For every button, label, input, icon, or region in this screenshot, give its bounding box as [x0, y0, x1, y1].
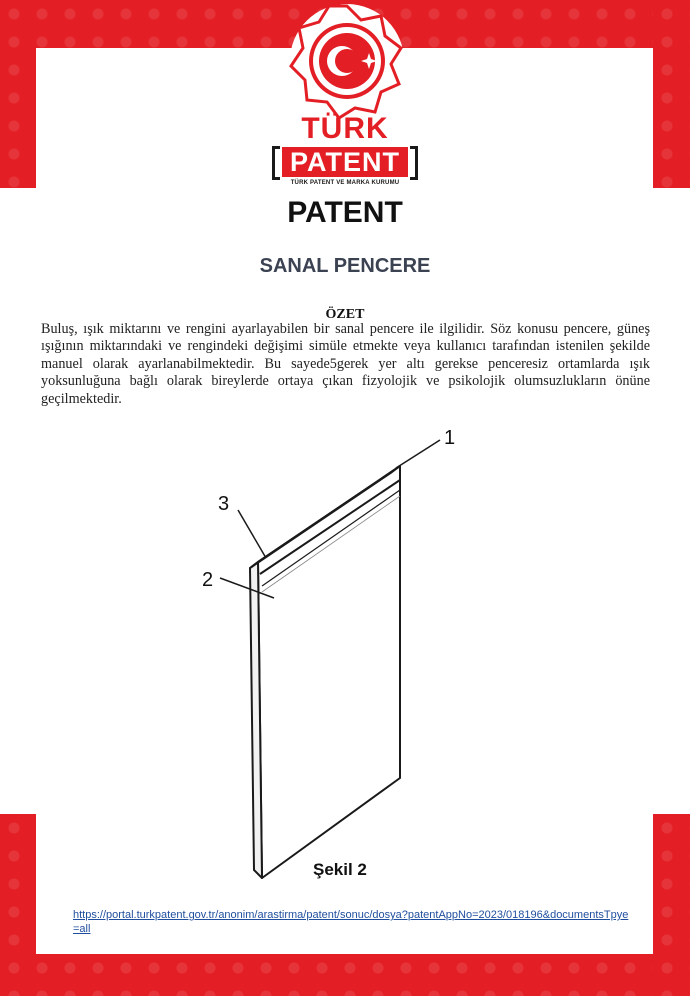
logo-patent-box: [272, 146, 418, 180]
figure-label-1: 1: [444, 427, 456, 449]
logo-subtitle: TÜRK PATENT VE MARKA KURUMU: [290, 180, 400, 186]
logo-bracket-left: [272, 146, 280, 180]
document-type: PATENT: [287, 196, 403, 229]
source-link[interactable]: https://portal.turkpatent.gov.tr/anonim/arastirma/patent/sonuc/dosya?patentAppNo=2023/018196&documentsTpye=all: [73, 909, 629, 935]
figure-caption: Şekil 2: [313, 860, 367, 879]
frame-left-bottom: [0, 814, 36, 996]
abstract-heading: ÖZET: [325, 307, 365, 322]
turkpatent-logo: [268, 114, 422, 188]
frame-left-top: [0, 0, 36, 188]
patent-figure-drawing: [190, 420, 490, 890]
logo-line-turk: TÜRK: [301, 112, 389, 145]
leader-line-3: [238, 510, 266, 558]
logo-bracket-right: [410, 146, 418, 180]
figure-label-3: 3: [218, 493, 230, 515]
frame-bottom-band: [0, 954, 690, 996]
leader-line-1: [396, 440, 440, 468]
figure-label-2: 2: [202, 569, 214, 591]
abstract-text: Buluş, ışık miktarını ve rengini ayarlayabilen bir sanal pencere ile ilgilidir. Söz konusu pencere, güneş ışığının miktarındaki ve rengindeki değişimi simüle etmekte veya kullanıcı tarafından istenilen şekilde manuel olarak ayarlanabilmektedir. Bu sayede5gerek yer altı gerekse penceresiz ortamlarda ışık yoksunluğuna bağlı olarak bireylerde ortaya çıkan fizyolojik ve psikolojik olumsuzlukların önüne geçilmektedir.: [41, 321, 650, 407]
frame-right-bottom: [653, 814, 690, 996]
document-title: SANAL PENCERE: [259, 255, 431, 277]
turkpatent-emblem-icon: [287, 2, 407, 120]
frame-right-top: [653, 0, 690, 188]
logo-line-patent: PATENT: [282, 147, 408, 177]
